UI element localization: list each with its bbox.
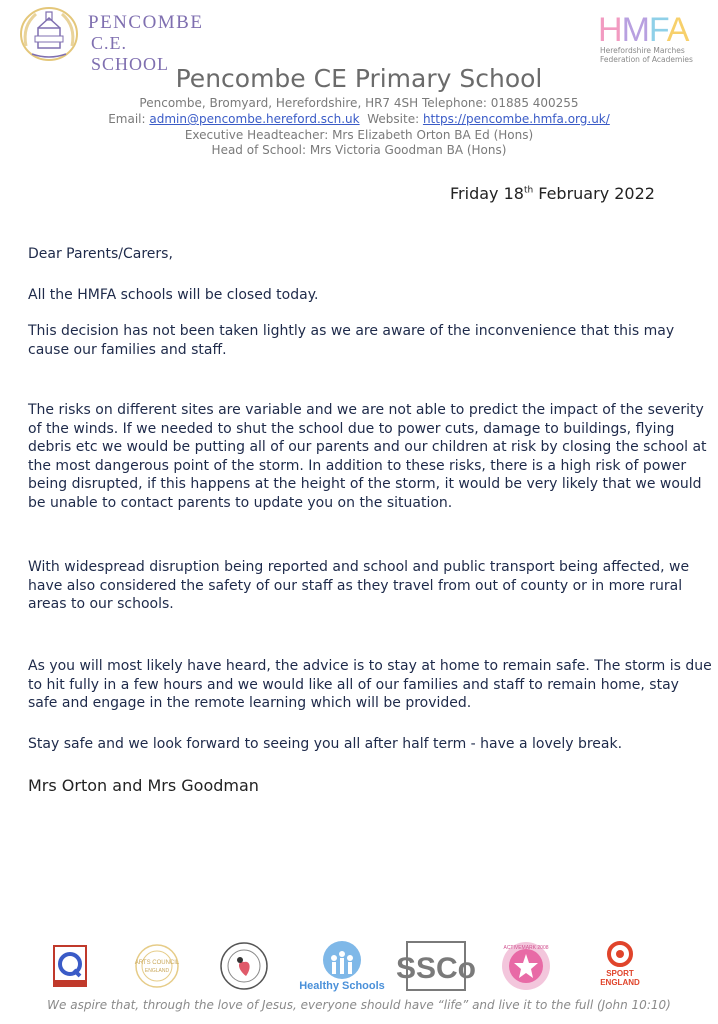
paragraph-2: This decision has not been taken lightly as we are aware of the inconvenience that this may cause our families and staff. [28, 323, 675, 358]
quality-mark-icon [52, 940, 88, 992]
hmfa-wordmark [598, 12, 688, 48]
activemark-icon [498, 940, 554, 992]
greeting: Dear Parents/Carers, [28, 246, 173, 262]
page-title: Pencombe CE Primary School [175, 64, 543, 93]
website-label: Website: [367, 112, 420, 126]
school-logo [18, 6, 208, 74]
paragraph-4: With widespread disruption being reported and school and public transport being affected, we have also considered the safety of our staff as they travel from out of county or in more rural areas to our schools. [28, 559, 690, 612]
healthy-schools-partnership-logo [218, 940, 270, 992]
arts-council-text: ARTS COUNCIL [134, 960, 180, 966]
head-of-school: Head of School: Mrs Victoria Goodman BA (Hons) [211, 143, 507, 157]
paragraph-1: All the HMFA schools will be closed today. [28, 287, 319, 303]
hmfa-letter-f: F [648, 11, 667, 49]
contact-line [0, 112, 718, 127]
paragraph-5: As you will most likely have heard, the advice is to stay at home to remain safe. The storm is due to hit fully in a few hours and we would like all of our families and staff to remain home, stay safe and engage in the remote learning which will be provided. [28, 658, 712, 711]
quality-mark-logo [52, 940, 88, 992]
healthy-schools-icon [296, 940, 388, 992]
ssco-logo [395, 940, 477, 992]
hmfa-letter-m: M [621, 11, 649, 49]
school-address: Pencombe, Bromyard, Herefordshire, HR7 4SH Telephone: 01885 400255 [139, 96, 579, 110]
paragraph-6: Stay safe and we look forward to seeing you all after half term - have a lovely break. [28, 736, 623, 752]
activemark-text: ACTIVEMARK 2008 [503, 945, 549, 951]
hmfa-sub-line-1: Herefordshire Marches [600, 46, 685, 55]
website-link[interactable]: https://pencombe.hmfa.org.uk/ [422, 112, 610, 126]
sport-england-logo [596, 940, 644, 992]
email-link[interactable]: admin@pencombe.hereford.sch.uk [149, 112, 360, 126]
date-day: Friday 18 [450, 184, 524, 203]
executive-headteacher: Executive Headteacher: Mrs Elizabeth Orton BA Ed (Hons) [184, 128, 534, 142]
hmfa-letter-h: H [598, 11, 622, 49]
hmfa-letter-a: A [666, 11, 689, 49]
hmfa-subtitle [600, 46, 693, 64]
logo-line-1: PENCOMBE [88, 12, 204, 33]
signature: Mrs Orton and Mrs Goodman [28, 776, 259, 795]
arts-council-logo [132, 940, 182, 992]
arts-council-icon [132, 940, 182, 992]
healthy-schools-text: Healthy Schools [299, 980, 385, 992]
hmfa-sub-line-2: Federation of Academies [600, 55, 693, 64]
arts-council-sub-text: ENGLAND [144, 968, 170, 974]
sport-england-text-2: ENGLAND [600, 978, 640, 987]
activemark-logo [498, 940, 554, 992]
healthy-schools-logo [296, 940, 388, 992]
sport-england-text-1: SPORT [606, 969, 634, 978]
hmfa-logo [598, 12, 718, 72]
paragraph-3: The risks on different sites are variable and we are not able to predict the impact of the severity of the winds. If we needed to shut the school due to power cuts, damage to buildings, flying debris etc we would be putting all of our parents and our children at risk by closing the school at the most dangerous point of the storm. In addition to these risks, there is a high risk of power being disrupted, if this happens at the height of the storm, it would be very likely that we would be unable to contact parents to update you on the situation. [28, 402, 707, 511]
healthy-schools-partnership-icon [218, 940, 270, 992]
date-rest: February 2022 [533, 184, 655, 203]
ssco-text: SSCo [395, 952, 477, 985]
date-suffix: th [523, 185, 534, 196]
ssco-icon [395, 940, 477, 992]
school-motto: We aspire that, through the love of Jesus, everyone should have “life” and live it to the full (John 10:10) [47, 998, 671, 1012]
logo-line-2: C.E. SCHOOL [91, 33, 170, 74]
email-label: Email: [108, 112, 146, 126]
letter-date [450, 184, 655, 203]
school-crest-icon [18, 6, 80, 62]
sport-england-icon [596, 940, 644, 992]
